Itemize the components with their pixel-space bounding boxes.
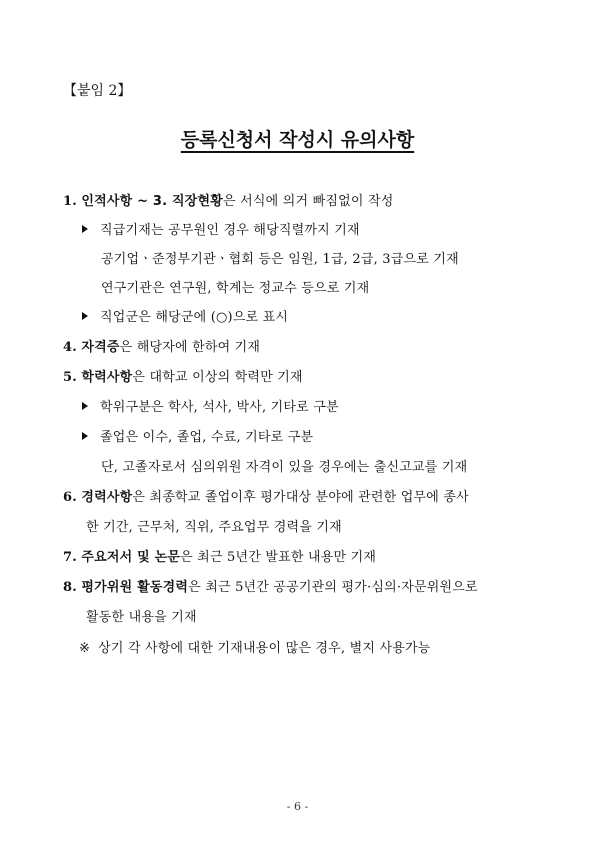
section-number: 4.: [63, 340, 77, 355]
section-number: 6.: [63, 490, 77, 505]
bullet-item: [82, 306, 288, 325]
bullet-triangle-icon: [82, 312, 88, 320]
section-heading: 경력사항: [81, 490, 133, 505]
section-heading: 평가위원 활동경력: [81, 580, 189, 595]
bullet-item: [82, 219, 360, 238]
section-heading: 인적사항 ~ 3. 직장현황: [81, 194, 224, 209]
bullet-item: [82, 396, 339, 415]
section-heading: 주요저서 및 논문: [81, 550, 181, 565]
section-text: 은 해당자에 한하여 기재: [119, 340, 261, 355]
bullet-item: [82, 426, 313, 445]
continuation-line: 한 기간, 근무처, 직위, 주요업무 경력을 기재: [86, 520, 342, 535]
section-number: 5.: [63, 370, 77, 385]
section-heading: 학력사항: [81, 370, 133, 385]
section-1: [63, 190, 393, 209]
note-text: 상기 각 사항에 대한 기재내용이 많은 경우, 별지 사용가능: [98, 641, 431, 656]
page-number: - 6 -: [286, 800, 309, 813]
section-8: [63, 576, 478, 595]
section-4: [63, 336, 260, 355]
section-heading: 자격증: [81, 340, 120, 355]
bullet-text: 학위구분은 학사, 석사, 박사, 기타로 구분: [100, 400, 339, 415]
note: [79, 637, 431, 656]
section-number: 7.: [63, 550, 77, 565]
continuation-line: 공기업ㆍ준정부기관ㆍ협회 등은 임원, 1급, 2급, 3급으로 기재: [101, 252, 459, 267]
continuation-line: 연구기관은 연구원, 학계는 정교수 등으로 기재: [101, 281, 370, 296]
attachment-label: 【붙임 2】: [63, 83, 132, 99]
section-number: 8.: [63, 580, 77, 595]
bullet-text: 졸업은 이수, 졸업, 수료, 기타로 구분: [100, 430, 314, 445]
bullet-triangle-icon: [82, 225, 88, 233]
section-number: 1.: [63, 194, 77, 209]
section-text: 은 최근 5년간 공공기관의 평가·심의·자문위원으로: [188, 580, 478, 595]
section-5: [63, 366, 303, 385]
section-text: 은 대학교 이상의 학력만 기재: [132, 370, 303, 385]
bullet-triangle-icon: [82, 432, 88, 440]
continuation-line: 단, 고졸자로서 심의위원 자격이 있을 경우에는 출신고교를 기재: [101, 460, 468, 475]
section-7: [63, 546, 376, 565]
reference-mark-icon: ※: [79, 641, 91, 656]
bullet-text: 직급기재는 공무원인 경우 해당직렬까지 기재: [100, 223, 360, 238]
section-6: [63, 486, 469, 505]
bullet-text: 직업군은 해당군에 (○)으로 표시: [100, 310, 289, 325]
page-title: 등록신청서 작성시 유의사항: [180, 129, 415, 151]
continuation-line: 활동한 내용을 기재: [86, 610, 197, 625]
section-text: 은 최종학교 졸업이후 평가대상 분야에 관련한 업무에 종사: [132, 490, 469, 505]
section-text: 은 최근 5년간 발표한 내용만 기재: [180, 550, 377, 565]
section-text: 은 서식에 의거 빠짐없이 작성: [223, 194, 394, 209]
bullet-triangle-icon: [82, 402, 88, 410]
